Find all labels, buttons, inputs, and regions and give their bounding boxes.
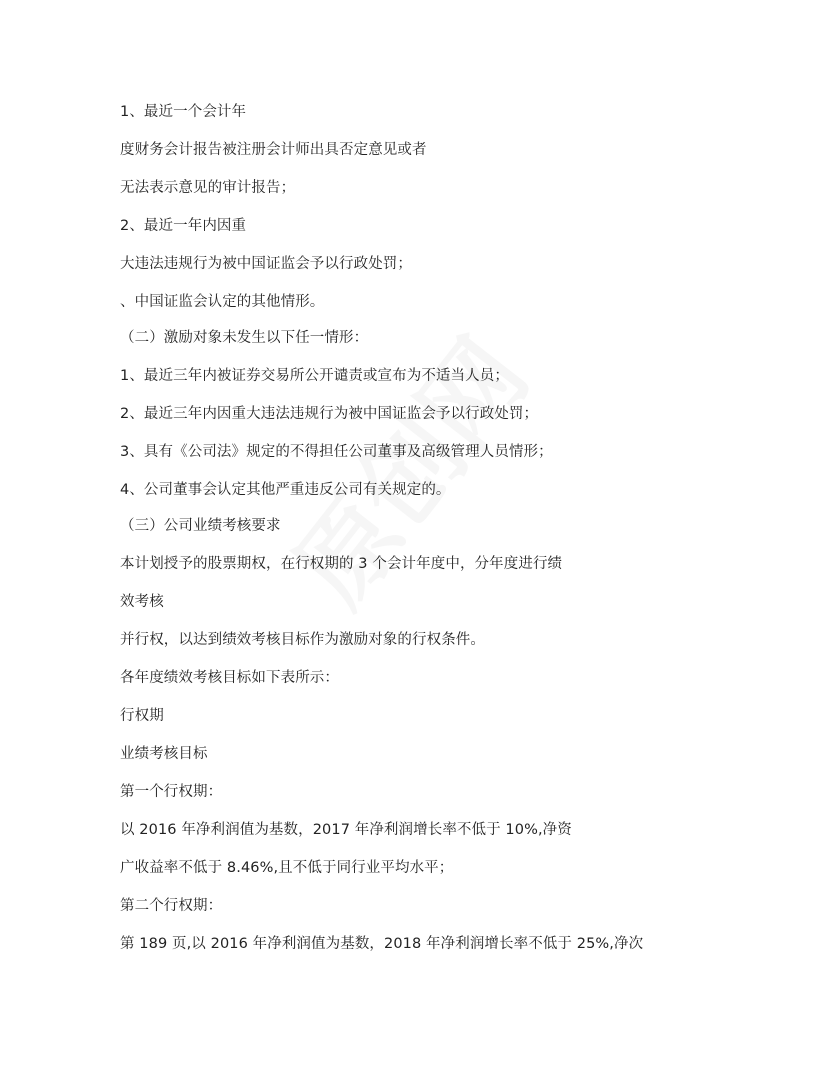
text-line-15: 并行权，以达到绩效考核目标作为激励对象的行权条件。 <box>120 632 485 648</box>
text-line-9: 2、最近三年内因重大违法违规行为被中国证监会予以行政处罚； <box>120 406 539 422</box>
text-line-14: 效考核 <box>120 594 164 610</box>
text-line-17: 行权期 <box>120 708 164 724</box>
text-line-21: 广收益率不低于 8.46%,且不低于同行业平均水平； <box>120 860 454 876</box>
text-line-1: 1、最近一个会计年 <box>120 104 247 120</box>
text-line-20: 以 2016 年净利润值为基数，2017 年净利润增长率不低于 10%,净资 <box>120 822 572 838</box>
text-line-6: 、中国证监会认定的其他情形。 <box>120 294 325 310</box>
text-line-5: 大违法违规行为被中国证监会予以行政处罚； <box>120 256 412 272</box>
text-line-4: 2、最近一年内因重 <box>120 218 247 234</box>
text-line-16: 各年度绩效考核目标如下表所示： <box>120 670 339 686</box>
text-line-23: 第 189 页,以 2016 年净利润值为基数，2018 年净利润增长率不低于 25%,净次 <box>120 936 644 952</box>
text-line-19: 第一个行权期： <box>120 784 223 800</box>
text-line-10: 3、具有《公司法》规定的不得担任公司董事及高级管理人员情形； <box>120 444 553 460</box>
text-line-18: 业绩考核目标 <box>120 746 208 762</box>
section-heading-2: （二）激励对象未发生以下任一情形： <box>120 330 369 346</box>
watermark <box>256 304 554 629</box>
text-line-11: 4、公司董事会认定其他严重违反公司有关规定的。 <box>120 482 451 498</box>
text-line-13: 本计划授予的股票期权，在行权期的 3 个会计年度中，分年度进行绩 <box>120 556 563 572</box>
section-heading-3: （三）公司业绩考核要求 <box>120 518 281 534</box>
text-line-3: 无法表示意见的审计报告； <box>120 180 296 196</box>
text-line-22: 第二个行权期： <box>120 898 223 914</box>
text-line-8: 1、最近三年内被证券交易所公开谴责或宣布为不适当人员； <box>120 368 509 384</box>
text-line-2: 度财务会计报告被注册会计师出具否定意见或者 <box>120 142 427 158</box>
